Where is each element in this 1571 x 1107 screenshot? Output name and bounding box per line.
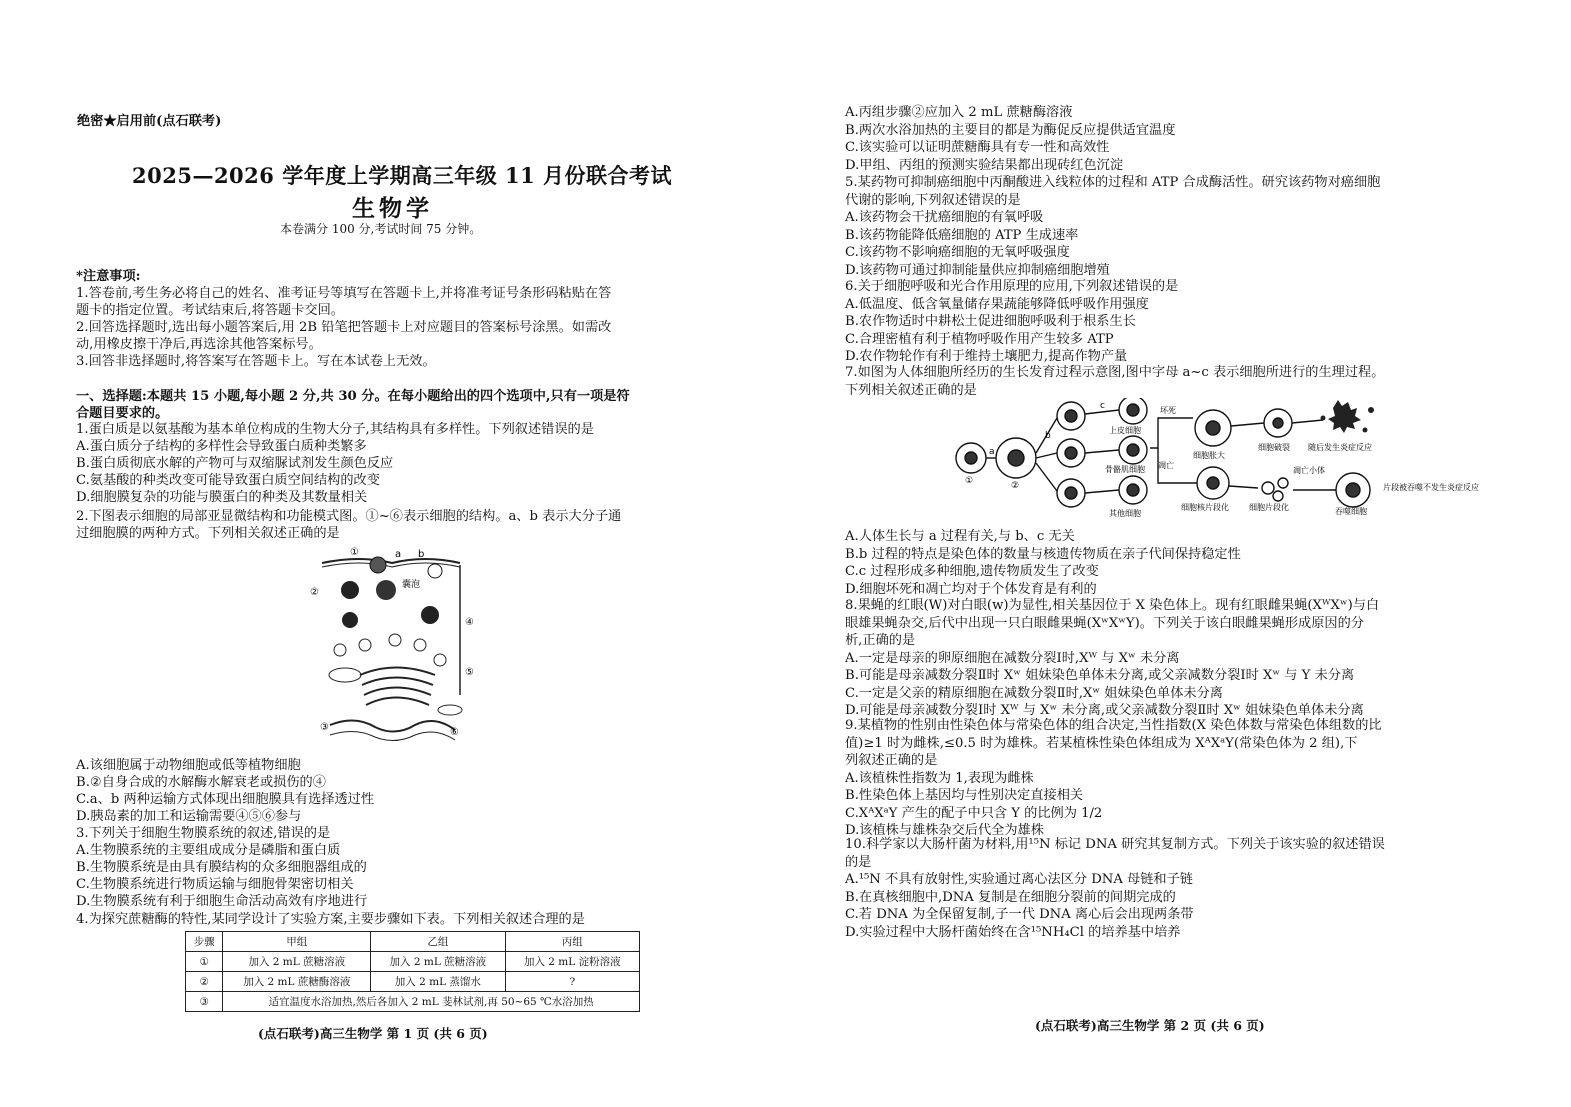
notice-line: 2.回答选择题时,选出每小题答案后,用 2B 铅笔把答题卡上对应题目的答案标号涂黑。如需改 bbox=[76, 320, 612, 335]
table-cell: 适宜温度水浴加热,然后各加入 2 mL 斐林试剂,再 50~65 ℃水浴加热 bbox=[223, 992, 640, 1012]
table-cell: ② bbox=[186, 972, 223, 992]
confidential-header: 绝密★启用前(点石联考) bbox=[77, 114, 222, 129]
notice-title: *注意事项: bbox=[76, 269, 141, 284]
option: C.若 DNA 为全保留复制,子一代 DNA 离心后会出现两条带 bbox=[845, 907, 1194, 922]
question-stem: 过细胞膜的两种方式。下列相关叙述正确的是 bbox=[76, 526, 340, 541]
question-stem: 1.蛋白质是以氨基酸为基本单位构成的生物大分子,其结构具有多样性。下列叙述错误的是 bbox=[76, 422, 594, 437]
option: C.该实验可以证明蔗糖酶具有专一性和高效性 bbox=[845, 140, 1110, 155]
cell-development-figure bbox=[953, 398, 1513, 520]
label-nucleus-fragment: 细胞核片段化 bbox=[1181, 503, 1229, 512]
label-b: b bbox=[1045, 431, 1051, 441]
option: C.一定是父亲的精原细胞在减数分裂Ⅱ时,Xʷ 姐妹染色单体未分离 bbox=[845, 685, 1223, 701]
question-stem: 值)≥1 时为雌株,≤0.5 时为雄株。若某植株性染色体组成为 XᴬXᵃY(常染色体为 2 组),下 bbox=[845, 735, 1358, 751]
option: D.该药物可通过抑制能量供应抑制癌细胞增殖 bbox=[845, 262, 1110, 278]
option: B.蛋白质彻底水解的产物可与双缩脲试剂发生颜色反应 bbox=[76, 456, 394, 471]
exam-page-2 bbox=[785, 0, 1571, 1107]
option: C.氨基酸的种类改变可能导致蛋白质空间结构的改变 bbox=[76, 473, 380, 488]
label-a: a bbox=[395, 549, 402, 560]
option: A.该药物会干扰癌细胞的有氧呼吸 bbox=[845, 210, 1044, 225]
question-stem: 10.科学家以大肠杆菌为材料,用¹⁵N 标记 DNA 研究其复制方式。下列关于该实验的叙述错误 bbox=[845, 837, 1385, 852]
table-cell: ① bbox=[186, 952, 223, 972]
notice-line: 动,用橡皮擦干净后,再选涂其他答案标号。 bbox=[76, 337, 322, 352]
table-cell: 加入 2 mL 蔗糖溶液 bbox=[371, 952, 505, 972]
option: C.生物膜系统进行物质运输与细胞骨架密切相关 bbox=[76, 877, 354, 892]
option: D.甲组、丙组的预测实验结果都出现砖红色沉淀 bbox=[845, 157, 1124, 173]
option: A.该植株性指数为 1,表现为雌株 bbox=[845, 770, 1034, 786]
question-stem: 5.某药物可抑制癌细胞中丙酮酸进入线粒体的过程和 ATP 合成酶活性。研究该药物对癌细胞 bbox=[845, 175, 1381, 190]
option: C.a、b 两种运输方式体现出细胞膜具有选择透过性 bbox=[76, 792, 375, 807]
option: C.合理密植有利于植物呼吸作用产生较多 ATP bbox=[845, 331, 1114, 347]
table-cell: 加入 2 mL 蒸馏水 bbox=[371, 972, 505, 992]
table-row bbox=[186, 992, 640, 1012]
table-cell: ③ bbox=[186, 992, 223, 1012]
label-apoptotic-body: 凋亡小体 bbox=[1293, 466, 1325, 475]
label-5: ⑤ bbox=[465, 667, 474, 678]
option: A.¹⁵N 不具有放射性,实验通过离心法区分 DNA 母链和子链 bbox=[845, 872, 1193, 887]
option: D.细胞膜复杂的功能与膜蛋白的种类及其数量相关 bbox=[76, 490, 368, 505]
notice-line: 题卡的指定位置。考试结束后,将答题卡交回。 bbox=[76, 303, 344, 318]
option: B.②自身合成的水解酶水解衰老或损伤的④ bbox=[76, 775, 326, 790]
option: D.可能是母亲减数分裂Ⅰ时 Xᵂ 与 Xʷ 未分离,或父亲减数分裂Ⅱ时 Xʷ 姐妹染色单体未分离 bbox=[845, 703, 1364, 718]
option: B.性染色体上基因均与性别决定直接相关 bbox=[845, 788, 1084, 803]
option: D.该植株与雄株杂交后代全为雄株 bbox=[845, 823, 1044, 838]
label-necrosis: 坏死 bbox=[1160, 406, 1176, 415]
label-epithelial: 上皮细胞 bbox=[1109, 426, 1141, 435]
question-stem: 下列相关叙述正确的是 bbox=[845, 382, 977, 398]
exam-title: 2025—2026 学年度上学期高三年级 11 月份联合考试 bbox=[132, 163, 673, 188]
page-footer: (点石联考)高三生物学 第 1 页 (共 6 页) bbox=[258, 1026, 488, 1041]
table-cell: 加入 2 mL 蔗糖溶液 bbox=[223, 952, 371, 972]
question-4-stem: 4.为探究蔗糖酶的特性,某同学设计了实验方案,主要步骤如下表。下列相关叙述合理的是 bbox=[76, 912, 585, 927]
exam-page-1 bbox=[0, 0, 785, 1107]
option: B.在真核细胞中,DNA 复制是在细胞分裂前的间期完成的 bbox=[845, 889, 1176, 905]
label-3: ③ bbox=[320, 722, 329, 733]
label-c: c bbox=[1100, 401, 1105, 411]
label-1: ① bbox=[350, 547, 359, 558]
table-header: 步骤 bbox=[186, 932, 223, 952]
option: B.可能是母亲减数分裂Ⅱ时 Xʷ 姐妹染色单体未分离,或父亲减数分裂Ⅰ时 Xʷ 与 Y 未分离 bbox=[845, 668, 1355, 683]
question-stem: 3.下列关于细胞生物膜系统的叙述,错误的是 bbox=[76, 826, 331, 841]
option: B.该药物能降低癌细胞的 ATP 生成速率 bbox=[845, 227, 1079, 243]
question-stem: 6.关于细胞呼吸和光合作用原理的应用,下列叙述错误的是 bbox=[845, 279, 1179, 294]
option: A.丙组步骤②应加入 2 mL 蔗糖酶溶液 bbox=[845, 105, 1073, 120]
experiment-table bbox=[185, 931, 640, 1012]
question-stem: 析,正确的是 bbox=[845, 633, 916, 648]
page-footer: (点石联考)高三生物学 第 2 页 (共 6 页) bbox=[1035, 1018, 1265, 1033]
option: B.生物膜系统是由具有膜结构的众多细胞器组成的 bbox=[76, 860, 367, 875]
option: D.生物膜系统有利于细胞生命活动高效有序地进行 bbox=[76, 894, 368, 909]
option: B.农作物适时中耕松土促进细胞呼吸利于根系生长 bbox=[845, 314, 1136, 329]
option: A.该细胞属于动物细胞或低等植物细胞 bbox=[76, 758, 301, 773]
label-vesicle: 囊泡 bbox=[402, 580, 421, 590]
label-muscle: 骨骼肌细胞 bbox=[1105, 465, 1145, 474]
label-swell: 细胞胀大 bbox=[1193, 451, 1225, 460]
table-row bbox=[186, 972, 640, 992]
option: C.XᴬXᵃY 产生的配子中只含 Y 的比例为 1/2 bbox=[845, 805, 1103, 821]
label-no-inflammation: 片段被吞噬不发生炎症反应 bbox=[1383, 483, 1479, 492]
question-stem: 7.如图为人体细胞所经历的生长发育过程示意图,图中字母 a~c 表示细胞所进行的生理过程。 bbox=[845, 365, 1385, 380]
table-row bbox=[186, 952, 640, 972]
notice-line: 1.答卷前,考生务必将自己的姓名、准考证号等填写在答题卡上,并将准考证号条形码粘贴在答 bbox=[76, 286, 612, 301]
table-header-row bbox=[186, 932, 640, 952]
table-header: 甲组 bbox=[223, 932, 371, 952]
label-rupture: 细胞破裂 bbox=[1258, 443, 1290, 452]
cell-structure-figure bbox=[300, 545, 485, 750]
question-stem: 8.果蝇的红眼(W)对白眼(w)为显性,相关基因位于 X 染色体上。现有红眼雌果蝇(XᵂXʷ)与白 bbox=[845, 598, 1380, 613]
label-apoptosis: 凋亡 bbox=[1158, 461, 1174, 470]
option: D.实验过程中大肠杆菌始终在含¹⁵NH₄Cl 的培养基中培养 bbox=[845, 924, 1181, 940]
option: D.胰岛素的加工和运输需要④⑤⑥参与 bbox=[76, 809, 302, 824]
label-4: ④ bbox=[465, 617, 474, 628]
label-cell-1: ① bbox=[965, 476, 974, 486]
label-cell-fragment: 细胞片段化 bbox=[1249, 503, 1289, 512]
question-stem: 2.下图表示细胞的局部亚显微结构和功能模式图。①~⑥表示细胞的结构。a、b 表示大分子通 bbox=[76, 509, 622, 524]
label-b: b bbox=[418, 549, 425, 560]
notice-line: 3.回答非选择题时,将答案写在答题卡上。写在本试卷上无效。 bbox=[76, 354, 436, 369]
question-stem: 列叙述正确的是 bbox=[845, 753, 938, 768]
label-a: a bbox=[989, 447, 995, 457]
option: D.农作物轮作有利于维持土壤肥力,提高作物产量 bbox=[845, 349, 1128, 364]
option: A.一定是母亲的卵原细胞在减数分裂Ⅰ时,Xᵂ 与 Xʷ 未分离 bbox=[845, 650, 1180, 666]
option: B.b 过程的特点是染色体的数量与核遗传物质在亲子代间保持稳定性 bbox=[845, 546, 1241, 562]
option: A.低温度、低含氧量储存果蔬能够降低呼吸作用强度 bbox=[845, 296, 1149, 312]
label-phagocyte: 吞噬细胞 bbox=[1335, 507, 1367, 516]
question-stem: 代谢的影响,下列叙述错误的是 bbox=[845, 192, 1021, 208]
option: B.两次水浴加热的主要目的都是为酶促反应提供适宜温度 bbox=[845, 122, 1176, 138]
option: C.该药物不影响癌细胞的无氧呼吸强度 bbox=[845, 245, 1070, 260]
table-header: 乙组 bbox=[371, 932, 505, 952]
subject-title: 生物学 bbox=[352, 195, 433, 222]
label-cell-2: ② bbox=[1011, 481, 1020, 491]
option: A.生物膜系统的主要组成成分是磷脂和蛋白质 bbox=[76, 843, 341, 858]
label-6: ⑥ bbox=[450, 727, 459, 738]
question-stem: 的是 bbox=[845, 854, 872, 870]
option: A.人体生长与 a 过程有关,与 b、c 无关 bbox=[845, 529, 1075, 544]
table-cell: 加入 2 mL 蔗糖酶溶液 bbox=[223, 972, 371, 992]
exam-info: 本卷满分 100 分,考试时间 75 分钟。 bbox=[280, 222, 482, 236]
table-cell: 加入 2 mL 淀粉溶液 bbox=[505, 952, 639, 972]
label-inflammation: 随后发生炎症反应 bbox=[1308, 443, 1372, 452]
question-stem: 9.某植物的性别由性染色体与常染色体的组合决定,当性指数(X 染色体数与常染色体组数的比 bbox=[845, 718, 1382, 733]
section-line: 合题目要求的。 bbox=[76, 406, 169, 421]
section-line: 一、选择题:本题共 15 小题,每小题 2 分,共 30 分。在每小题给出的四个选项中,只有一项是符 bbox=[76, 389, 630, 404]
option: C.c 过程形成多种细胞,遗传物质发生了改变 bbox=[845, 564, 1099, 579]
option: A.蛋白质分子结构的多样性会导致蛋白质种类繁多 bbox=[76, 439, 367, 454]
label-2: ② bbox=[310, 587, 319, 598]
label-other: 其他细胞 bbox=[1109, 509, 1141, 518]
option: D.细胞坏死和凋亡均对于个体发育是有利的 bbox=[845, 581, 1097, 597]
table-header: 丙组 bbox=[505, 932, 639, 952]
table-cell: ? bbox=[505, 972, 639, 992]
question-stem: 眼雄果蝇杂交,后代中出现一只白眼雌果蝇(XʷXʷY)。下列关于该白眼雌果蝇形成原因的分 bbox=[845, 615, 1364, 631]
